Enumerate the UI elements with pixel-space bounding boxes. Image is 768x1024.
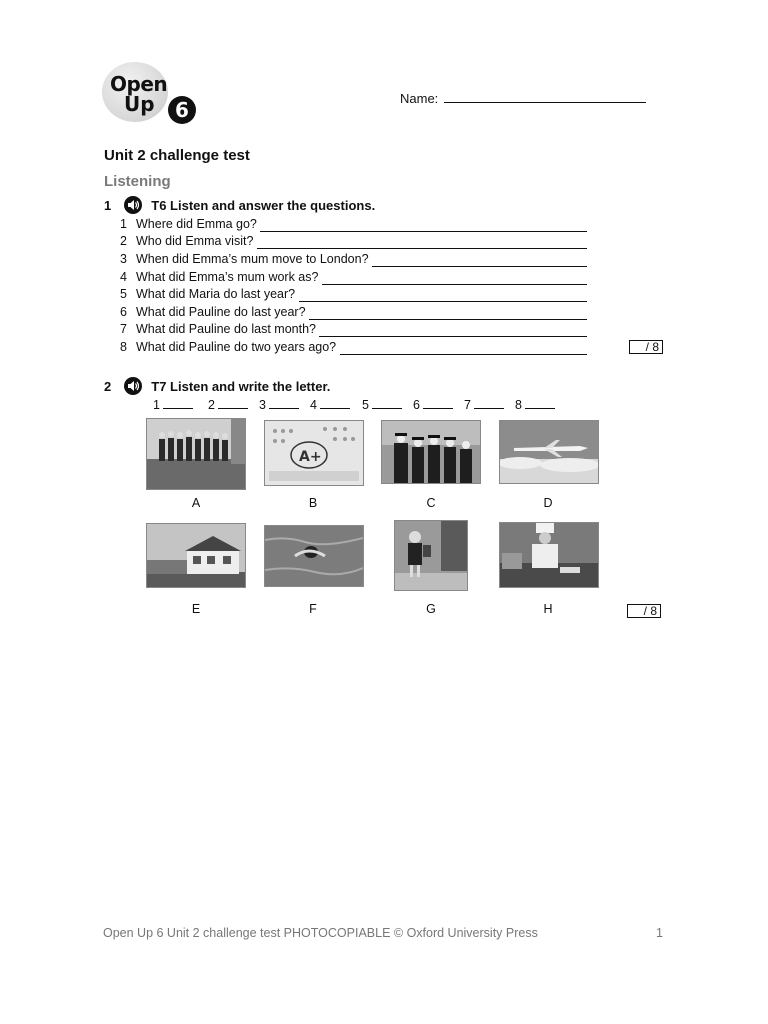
question-number: 6: [120, 305, 127, 319]
letter-answer-item: [259, 397, 299, 412]
picture-label-b: B: [308, 496, 318, 510]
picture-label-f: F: [309, 602, 317, 616]
question-row: [120, 340, 336, 357]
answer-line[interactable]: [299, 301, 587, 302]
letter-answer-item: [413, 397, 453, 412]
logo-number-badge: 6: [168, 96, 196, 124]
audio-icon: [124, 377, 142, 395]
letter-answer-blank[interactable]: [423, 397, 453, 409]
audio-icon: [124, 196, 142, 214]
exercise1-heading: [104, 196, 375, 214]
question-text: What did Pauline do last month?: [136, 322, 316, 336]
picture-e-house: [146, 523, 246, 588]
picture-c-graduation: [381, 420, 481, 484]
question-row: [120, 287, 295, 304]
letter-item-number: 5: [362, 398, 369, 412]
letter-item-number: 8: [515, 398, 522, 412]
letter-item-number: 3: [259, 398, 266, 412]
letter-answer-item: [362, 397, 402, 412]
picture-label-a: A: [191, 496, 201, 510]
question-number: 3: [120, 252, 127, 266]
exercise2-heading: [104, 377, 330, 395]
letter-answer-item: [208, 397, 248, 412]
letter-answer-item: [464, 397, 504, 412]
picture-label-c: C: [426, 496, 436, 510]
exercise2-score-box[interactable]: / 8: [627, 604, 661, 618]
question-number: 1: [120, 217, 127, 231]
letter-item-number: 1: [153, 398, 160, 412]
name-label: Name:: [400, 91, 439, 106]
answer-line[interactable]: [372, 266, 587, 267]
page-number: 1: [656, 926, 663, 940]
question-number: 2: [120, 234, 127, 248]
logo-up-text: Up: [124, 92, 155, 116]
question-number: 7: [120, 322, 127, 336]
exercise1-instruction: T6 Listen and answer the questions.: [151, 198, 376, 213]
letter-answer-item: [515, 397, 555, 412]
exercise1-number: 1: [104, 198, 112, 213]
question-text: What did Emma’s mum work as?: [136, 270, 319, 284]
picture-a-football-team: [146, 418, 246, 490]
letter-item-number: 2: [208, 398, 215, 412]
name-field[interactable]: [400, 90, 646, 106]
letter-item-number: 7: [464, 398, 471, 412]
answer-line[interactable]: [260, 231, 587, 232]
picture-h-chef: [499, 522, 599, 588]
question-text: What did Pauline do last year?: [136, 305, 306, 319]
name-blank-line[interactable]: [444, 90, 646, 103]
picture-label-h: H: [543, 602, 553, 616]
section-heading: Listening: [104, 173, 171, 190]
footer-copyright: Open Up 6 Unit 2 challenge test PHOTOCOPIABLE © Oxford University Press: [103, 926, 538, 940]
letter-answer-blank[interactable]: [474, 397, 504, 409]
question-row: [120, 252, 369, 269]
picture-label-g: G: [426, 602, 436, 616]
picture-label-e: E: [191, 602, 201, 616]
answer-line[interactable]: [257, 248, 587, 249]
question-text: What did Maria do last year?: [136, 287, 296, 301]
question-row: [120, 322, 316, 339]
exercise2-number: 2: [104, 379, 112, 394]
letter-answer-item: [310, 397, 350, 412]
question-row: [120, 234, 253, 251]
letter-answer-blank[interactable]: [163, 397, 193, 409]
letter-item-number: 6: [413, 398, 420, 412]
exercise1-score-box[interactable]: / 8: [629, 340, 663, 354]
letter-item-number: 4: [310, 398, 317, 412]
picture-g-schoolgirl: [394, 520, 468, 591]
question-row: [120, 270, 318, 287]
answer-line[interactable]: [309, 319, 587, 320]
open-up-logo: [102, 62, 202, 126]
logo-open-text: Open: [110, 72, 168, 96]
picture-label-d: D: [543, 496, 553, 510]
picture-d-airplane: [499, 420, 599, 484]
letter-answer-blank[interactable]: [320, 397, 350, 409]
svg-text:A+: A+: [299, 449, 322, 465]
letter-answer-item: [153, 397, 193, 412]
question-number: 4: [120, 270, 127, 284]
letter-answer-blank[interactable]: [372, 397, 402, 409]
letter-answer-blank[interactable]: [218, 397, 248, 409]
picture-b-answer-sheet: [264, 420, 364, 486]
letter-answer-blank[interactable]: [525, 397, 555, 409]
picture-f-swimmer: [264, 525, 364, 587]
question-row: [120, 305, 306, 322]
question-text: What did Pauline do two years ago?: [136, 340, 337, 354]
letter-answer-blank[interactable]: [269, 397, 299, 409]
page-title: Unit 2 challenge test: [104, 147, 250, 164]
answer-line[interactable]: [340, 354, 587, 355]
question-row: [120, 217, 257, 234]
question-number: 8: [120, 340, 127, 354]
question-number: 5: [120, 287, 127, 301]
question-text: When did Emma’s mum move to London?: [136, 252, 369, 266]
answer-line[interactable]: [319, 336, 587, 337]
question-text: Who did Emma visit?: [136, 234, 254, 248]
exercise2-instruction: T7 Listen and write the letter.: [151, 379, 331, 394]
question-text: Where did Emma go?: [136, 217, 257, 231]
answer-line[interactable]: [322, 284, 587, 285]
